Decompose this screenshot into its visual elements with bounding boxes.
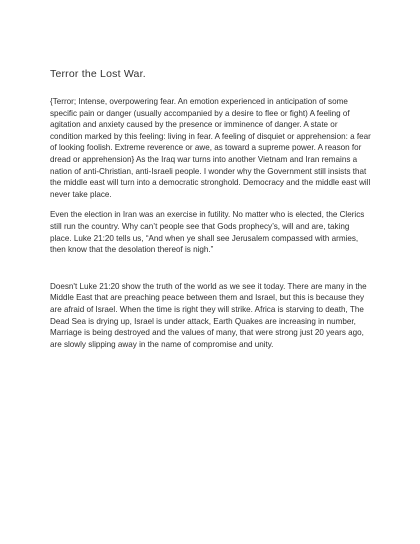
document-title: Terror the Lost War. bbox=[50, 68, 146, 80]
paragraph-luke: Doesn't Luke 21:20 show the truth of the world as we see it today. There are many in the Middle East that are preaching peace between them and Israel, but this is because they are afraid of Israel. When the time is right they will strike. Africa is starving to death, The Dead Sea is drying up, Israel is under attack, Earth Quakes are increasing in number, Marriage is being destroyed and the values of many, that were strong just 20 years ago, are slowly slipping away in the name of compromise and unity. bbox=[50, 281, 367, 349]
document-page bbox=[50, 68, 372, 359]
paragraph-election: Even the election in Iran was an exercise in futility. No matter who is elected, the Clerics still run the country. Why can’t people see that Gods prophecy’s, will and are, taking place. Luke 21:20 tells us, “And when ye shall see Jerusalem compassed with armies, then know that the desolation thereof is nigh.” bbox=[50, 210, 365, 255]
paragraph-definition: {Terror; Intense, overpowering fear. An emotion experienced in anticipation of some specific pain or danger (usually accompanied by a desire to flee or fight) A feeling of agitation and anxiety caused by the presence or imminence of danger. A state or condition marked by this feeling: living in fear. A feeling of disquiet or apprehension: a fear of looking foolish. Extreme reverence or awe, as toward a supreme power. A reason for dread or apprehension} As the Iraq war turns into another Vietnam and Iran remains a nation of anti-Christian, anti-Israeli people. I wonder why the Government still insists that the middle east will turn into a democratic stronghold. Democracy and the middle east will never take place. bbox=[50, 97, 371, 199]
paragraph-spacer bbox=[50, 265, 372, 281]
